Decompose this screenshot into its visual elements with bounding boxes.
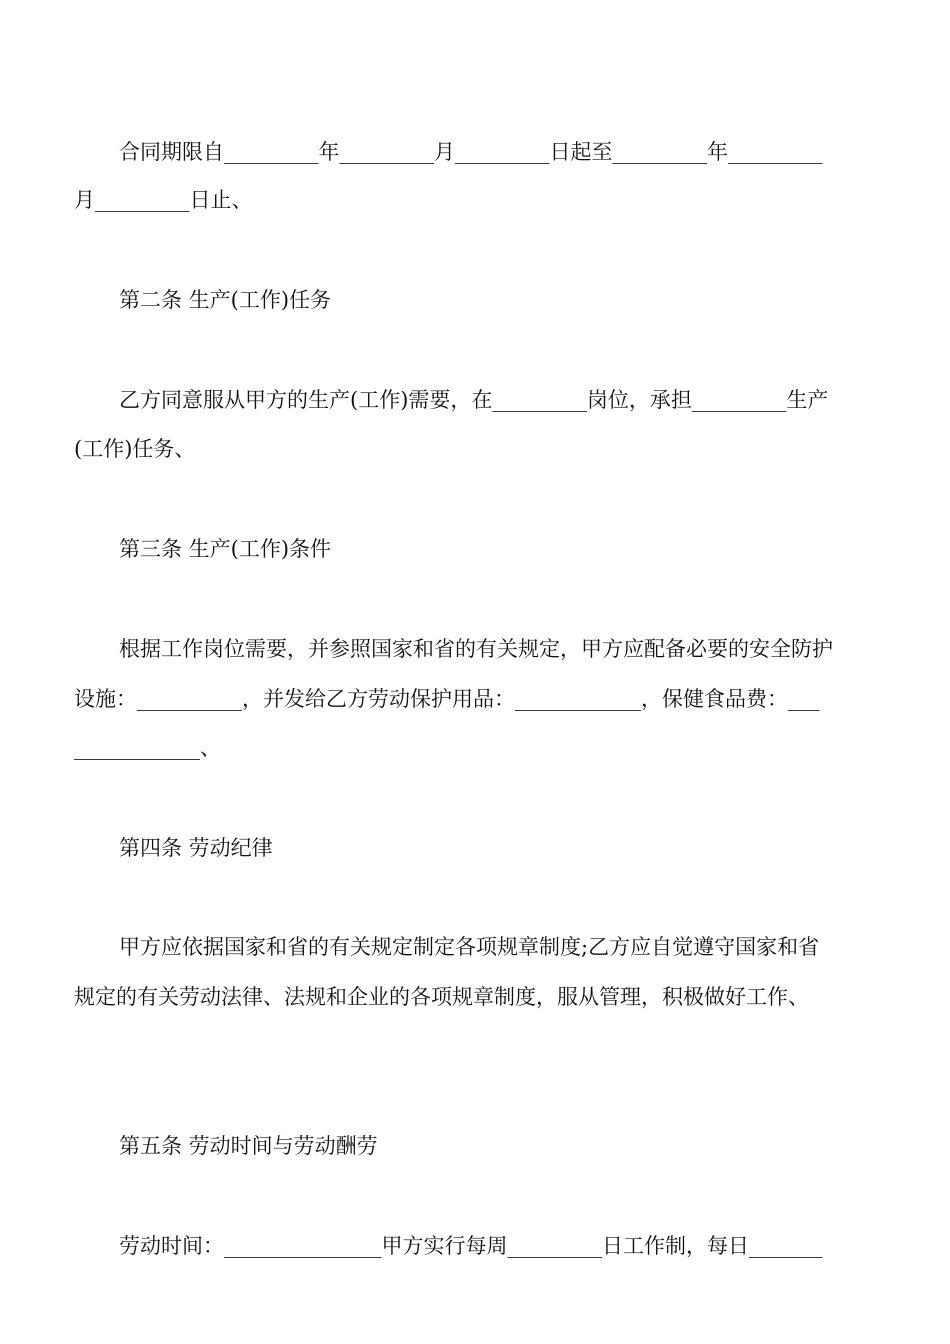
article-3-body-line-2: 设施：__________，并发给乙方劳动保护用品：____________，保健食品费：___: [74, 687, 820, 711]
article-2-body-line-1: 乙方同意服从甲方的生产(工作)需要，在_________岗位，承担_________生产: [119, 388, 829, 412]
article-3-body-line-1: 根据工作岗位需要，并参照国家和省的有关规定，甲方应配备必要的安全防护: [119, 637, 833, 661]
article-3-heading: 第三条 生产(工作)条件: [119, 537, 332, 561]
article-3-body-line-3: ____________、: [74, 736, 221, 760]
article-4-body-line-1: 甲方应依据国家和省的有关规定制定各项规章制度;乙方应自觉遵守国家和省: [119, 935, 820, 959]
article-4-heading: 第四条 劳动纪律: [119, 836, 273, 860]
article-4-body-line-2: 规定的有关劳动法律、法规和企业的各项规章制度，服从管理，积极做好工作、: [74, 985, 809, 1009]
contract-term-line: 合同期限自_________年_________月_________日起至_________年_________: [119, 140, 823, 164]
article-2-body-line-2: (工作)任务、: [74, 437, 196, 461]
article-5-heading: 第五条 劳动时间与劳动酬劳: [119, 1134, 378, 1158]
contract-term-end-line: 月_________日止、: [74, 188, 253, 212]
article-5-body-line-1: 劳动时间：_______________甲方实行每周_________日工作制，每日_______: [119, 1234, 823, 1258]
article-2-heading: 第二条 生产(工作)任务: [119, 288, 332, 312]
